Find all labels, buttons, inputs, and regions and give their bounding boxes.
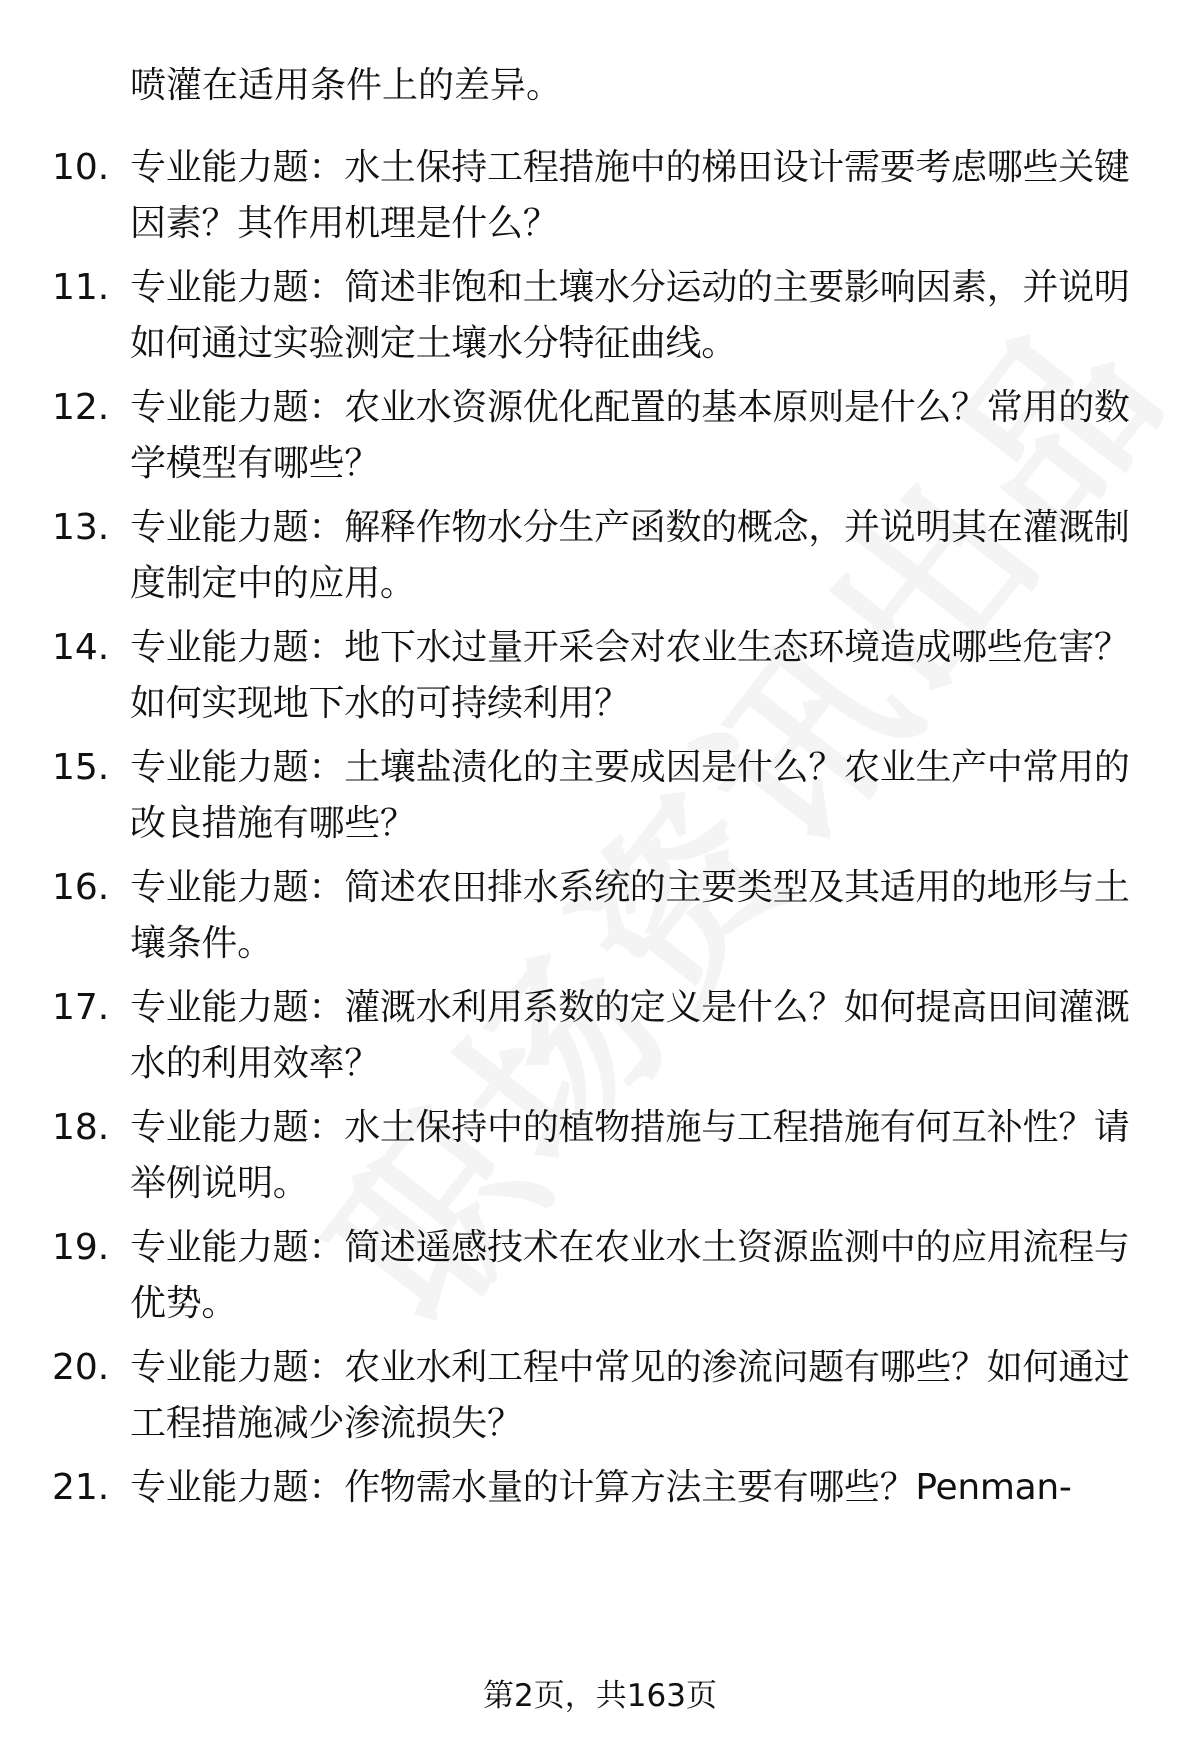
question-text-line: 专业能力题：解释作物水分生产函数的概念，并说明其在灌溉制 [130, 507, 1130, 548]
question-text-line: 专业能力题：农业水资源优化配置的基本原则是什么？常用的数 [130, 387, 1130, 428]
question-text-line: 专业能力题：简述农田排水系统的主要类型及其适用的地形与土 [130, 867, 1130, 908]
question-text-line: 专业能力题：农业水利工程中常见的渗流问题有哪些？如何通过 [130, 1347, 1130, 1388]
question-text [130, 140, 1150, 252]
continuation-text: 喷灌在适用条件上的差异。 [130, 65, 563, 106]
question-number: 11. [52, 267, 110, 308]
question-text [130, 500, 1150, 612]
question-text-line: 优势。 [130, 1283, 238, 1324]
question-text [130, 860, 1150, 972]
question-text-line: 举例说明。 [130, 1163, 309, 1204]
question-text [130, 1220, 1150, 1332]
question-text [130, 620, 1150, 732]
question-text-line: 工程措施减少渗流损失？ [130, 1403, 523, 1444]
question-number: 15. [52, 747, 110, 788]
question-number: 10. [52, 147, 110, 188]
question-number: 13. [52, 507, 110, 548]
page-footer: 第2页，共163页 [483, 1678, 717, 1714]
question-text-line: 专业能力题：土壤盐渍化的主要成因是什么？农业生产中常用的 [130, 747, 1130, 788]
question-number: 18. [52, 1107, 110, 1148]
question-text-line: 专业能力题：水土保持工程措施中的梯田设计需要考虑哪些关键 [130, 147, 1130, 188]
question-number: 21. [52, 1467, 110, 1508]
question-text-line: 专业能力题：灌溉水利用系数的定义是什么？如何提高田间灌溉 [130, 987, 1130, 1028]
question-number: 17. [52, 987, 110, 1028]
question-text [130, 380, 1150, 492]
question-text [130, 1340, 1150, 1452]
question-text-line: 专业能力题：地下水过量开采会对农业生态环境造成哪些危害？ [130, 627, 1130, 668]
question-text [130, 260, 1150, 372]
question-number: 12. [52, 387, 110, 428]
question-number: 19. [52, 1227, 110, 1268]
question-text-line: 如何实现地下水的可持续利用？ [130, 683, 630, 724]
question-text-line: 水的利用效率？ [130, 1043, 380, 1084]
question-text-line: 专业能力题：简述非饱和土壤水分运动的主要影响因素，并说明 [130, 267, 1130, 308]
question-text-line: 因素？其作用机理是什么？ [130, 203, 559, 244]
question-text [130, 1460, 1150, 1516]
question-text-line: 度制定中的应用。 [130, 563, 416, 604]
question-text-line: 如何通过实验测定土壤水分特征曲线。 [130, 323, 737, 364]
question-text [130, 1100, 1150, 1212]
question-text-line: 学模型有哪些？ [130, 443, 380, 484]
question-text-line: 改良措施有哪些？ [130, 803, 416, 844]
question-text-line: 壤条件。 [130, 923, 273, 964]
question-number: 20. [52, 1347, 110, 1388]
question-text-line: 专业能力题：作物需水量的计算方法主要有哪些？Penman- [130, 1467, 1072, 1508]
question-number: 16. [52, 867, 110, 908]
question-text-line: 专业能力题：水土保持中的植物措施与工程措施有何互补性？请 [130, 1107, 1130, 1148]
question-text [130, 740, 1150, 852]
question-number: 14. [52, 627, 110, 668]
question-text [130, 980, 1150, 1092]
question-text-line: 专业能力题：简述遥感技术在农业水土资源监测中的应用流程与 [130, 1227, 1130, 1268]
